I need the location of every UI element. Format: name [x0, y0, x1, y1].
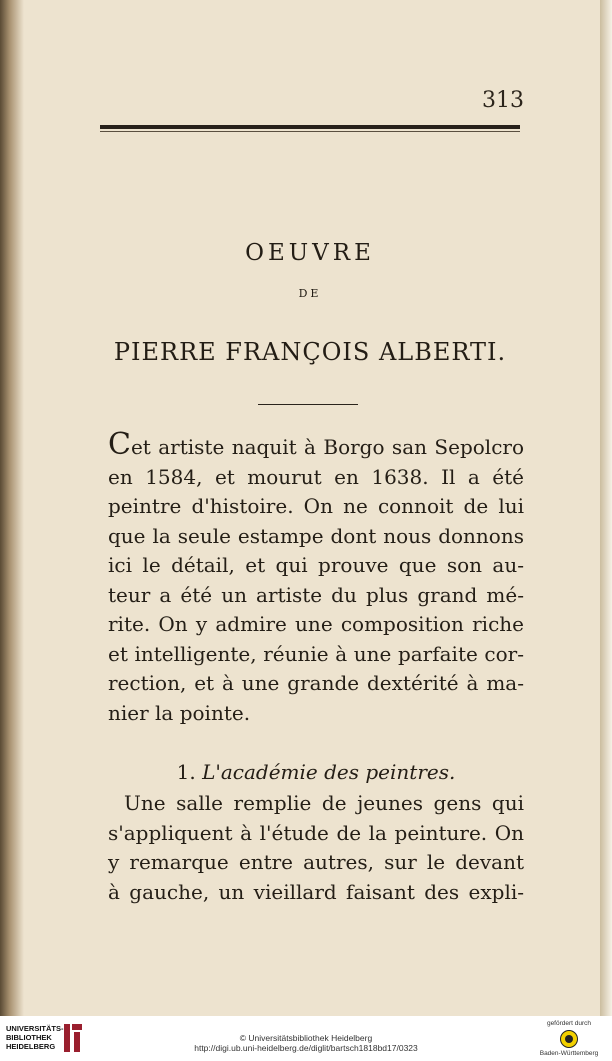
text-line: à gauche, un vieillard faisant des expli- [108, 879, 524, 904]
page-edge [600, 0, 612, 1016]
title-separator [258, 404, 358, 405]
library-emblem-icon [62, 1022, 84, 1054]
sponsor-badge [532, 1020, 606, 1058]
title-de: DE [298, 287, 322, 300]
copyright-text: © Universitätsbibliothek Heidelberg [239, 1033, 373, 1043]
section-heading [108, 760, 524, 784]
page-number: 313 [482, 88, 524, 113]
text-line: et intelligente, réunie à une parfaite cor- [108, 641, 524, 666]
text-line: y remarque entre autres, sur le devant [108, 850, 524, 874]
header-rule [100, 125, 520, 129]
footer-credits [150, 1033, 462, 1053]
text-line: rection, et à une grande dextérité à ma- [108, 671, 524, 695]
library-name-line: UNIVERSITÄTS- [6, 1024, 64, 1033]
text-line: nier la pointe. [108, 700, 251, 725]
section-paragraph [108, 789, 524, 907]
text-line: que la seule estampe dont nous donnons [108, 523, 524, 548]
text-line: s'appliquent à l'étude de la peinture. On [108, 820, 524, 845]
text-line: peintre d'histoire. On ne connoit de lui [108, 494, 524, 518]
text-line: Cet artiste naquit à Borgo san Sepolcro [108, 427, 524, 462]
sponsor-top-text: gefördert durch [546, 1020, 592, 1027]
state-seal-icon [560, 1030, 578, 1048]
text-line: rite. On y admire une composition riche [108, 612, 524, 636]
section-number: 1. [176, 760, 196, 784]
text-line: en 1584, et mourut en 1638. Il a été [108, 464, 524, 489]
library-name-line: BIBLIOTHEK [6, 1033, 52, 1042]
title-oeuvre: OEUVRE [245, 240, 375, 266]
title-artist-name: PIERRE FRANÇOIS ALBERTI. [113, 338, 507, 366]
footer-bar [0, 1016, 612, 1061]
text-line: ici le détail, et qui prouve que son au- [108, 553, 524, 577]
text-line: Une salle remplie de jeunes gens qui [124, 791, 524, 815]
library-name-line: HEIDELBERG [6, 1042, 56, 1051]
intro-paragraph [108, 427, 524, 728]
source-url-link[interactable]: http://digi.ub.uni-heidelberg.de/diglit/bartsch1818bd17/0323 [194, 1043, 418, 1053]
text-line: teur a été un artiste du plus grand mé- [108, 582, 524, 607]
sponsor-bottom-text: Baden-Württemberg [539, 1050, 599, 1057]
section-title: L'académie des peintres. [202, 760, 456, 784]
